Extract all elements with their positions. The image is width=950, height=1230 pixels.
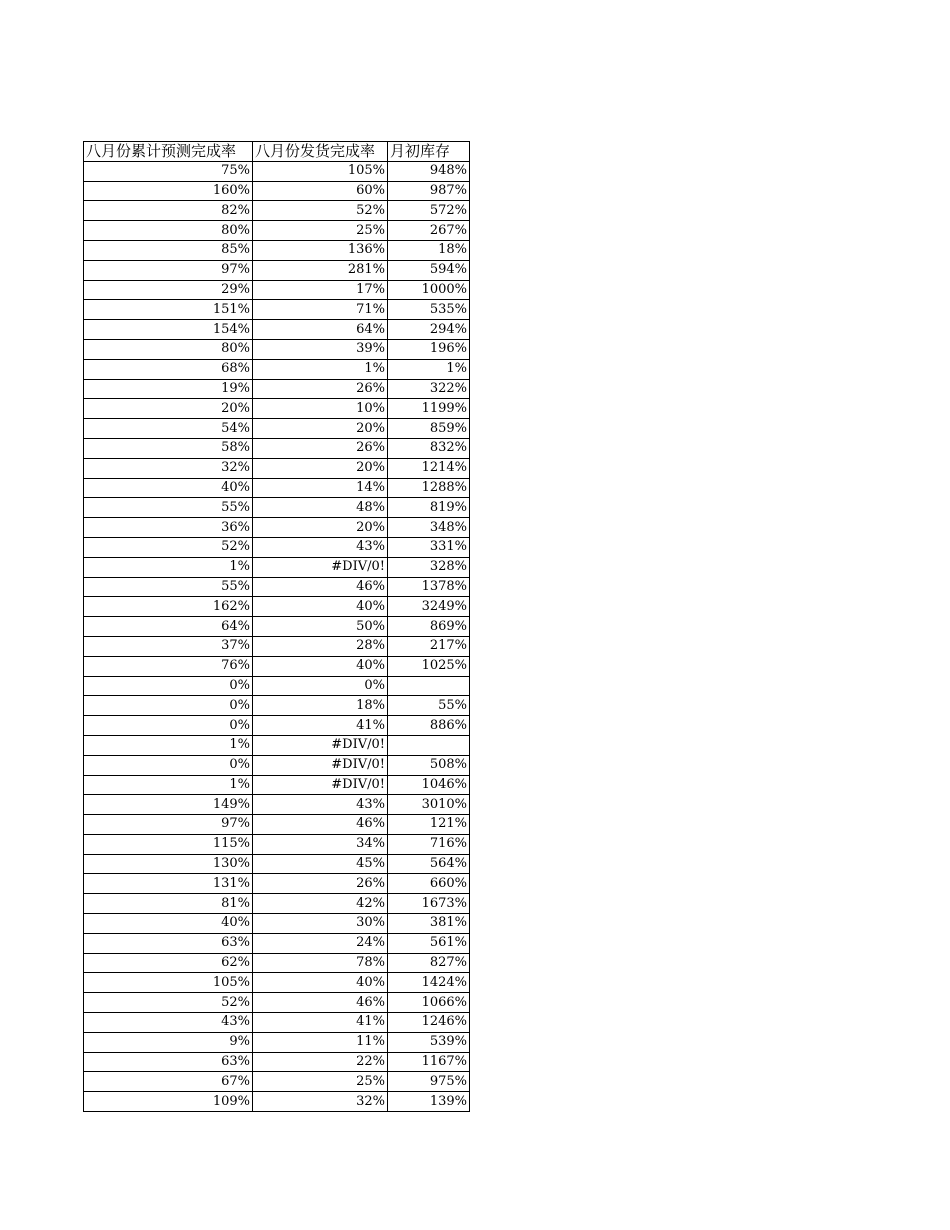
cell-shipment-rate[interactable]: 43% bbox=[253, 537, 388, 557]
cell-shipment-rate[interactable]: 42% bbox=[253, 894, 388, 914]
cell-cumulative-forecast-rate[interactable]: 63% bbox=[84, 933, 253, 953]
cell-opening-inventory[interactable]: 328% bbox=[388, 557, 470, 577]
cell-cumulative-forecast-rate[interactable]: 62% bbox=[84, 953, 253, 973]
cell-shipment-rate[interactable]: 45% bbox=[253, 854, 388, 874]
cell-shipment-rate[interactable]: 20% bbox=[253, 458, 388, 478]
cell-opening-inventory[interactable]: 1167% bbox=[388, 1052, 470, 1072]
cell-shipment-rate[interactable]: 40% bbox=[253, 656, 388, 676]
cell-opening-inventory[interactable] bbox=[388, 676, 470, 696]
cell-shipment-rate[interactable]: 20% bbox=[253, 518, 388, 538]
data-table bbox=[83, 141, 470, 1112]
cell-opening-inventory[interactable]: 869% bbox=[388, 617, 470, 637]
table-row bbox=[84, 379, 470, 399]
cell-shipment-rate[interactable]: 22% bbox=[253, 1052, 388, 1072]
cell-opening-inventory[interactable]: 1000% bbox=[388, 280, 470, 300]
cell-opening-inventory[interactable]: 827% bbox=[388, 953, 470, 973]
table-row bbox=[84, 874, 470, 894]
cell-cumulative-forecast-rate[interactable]: 1% bbox=[84, 735, 253, 755]
cell-opening-inventory[interactable]: 381% bbox=[388, 914, 470, 934]
cell-shipment-rate[interactable]: 71% bbox=[253, 300, 388, 320]
cell-shipment-rate[interactable]: 46% bbox=[253, 993, 388, 1013]
cell-cumulative-forecast-rate[interactable]: 97% bbox=[84, 815, 253, 835]
cell-shipment-rate[interactable]: 78% bbox=[253, 953, 388, 973]
cell-opening-inventory[interactable]: 660% bbox=[388, 874, 470, 894]
cell-opening-inventory[interactable]: 1199% bbox=[388, 399, 470, 419]
cell-cumulative-forecast-rate[interactable]: 1% bbox=[84, 557, 253, 577]
cell-cumulative-forecast-rate[interactable]: 55% bbox=[84, 577, 253, 597]
table-row bbox=[84, 914, 470, 934]
cell-opening-inventory[interactable]: 819% bbox=[388, 498, 470, 518]
cell-opening-inventory[interactable]: 594% bbox=[388, 260, 470, 280]
cell-opening-inventory[interactable]: 348% bbox=[388, 518, 470, 538]
table-row bbox=[84, 577, 470, 597]
cell-opening-inventory[interactable]: 508% bbox=[388, 755, 470, 775]
cell-shipment-rate[interactable]: 28% bbox=[253, 636, 388, 656]
cell-shipment-rate[interactable]: 32% bbox=[253, 1092, 388, 1112]
cell-cumulative-forecast-rate[interactable]: 76% bbox=[84, 656, 253, 676]
table-row bbox=[84, 854, 470, 874]
table-row bbox=[84, 557, 470, 577]
cell-shipment-rate[interactable]: 105% bbox=[253, 161, 388, 181]
table-row bbox=[84, 280, 470, 300]
cell-shipment-rate[interactable]: 26% bbox=[253, 379, 388, 399]
cell-shipment-rate[interactable]: #DIV/0! bbox=[253, 557, 388, 577]
table-row bbox=[84, 815, 470, 835]
cell-shipment-rate[interactable]: 26% bbox=[253, 874, 388, 894]
cell-shipment-rate[interactable]: 39% bbox=[253, 339, 388, 359]
cell-cumulative-forecast-rate[interactable]: 29% bbox=[84, 280, 253, 300]
cell-cumulative-forecast-rate[interactable]: 115% bbox=[84, 834, 253, 854]
table-row bbox=[84, 716, 470, 736]
table-row bbox=[84, 636, 470, 656]
table-row bbox=[84, 419, 470, 439]
cell-opening-inventory[interactable]: 832% bbox=[388, 438, 470, 458]
cell-cumulative-forecast-rate[interactable]: 63% bbox=[84, 1052, 253, 1072]
cell-shipment-rate[interactable]: #DIV/0! bbox=[253, 755, 388, 775]
cell-opening-inventory[interactable]: 18% bbox=[388, 240, 470, 260]
cell-cumulative-forecast-rate[interactable]: 149% bbox=[84, 795, 253, 815]
cell-cumulative-forecast-rate[interactable]: 154% bbox=[84, 320, 253, 340]
cell-cumulative-forecast-rate[interactable]: 20% bbox=[84, 399, 253, 419]
cell-shipment-rate[interactable]: 43% bbox=[253, 795, 388, 815]
table-row bbox=[84, 518, 470, 538]
cell-opening-inventory[interactable]: 1378% bbox=[388, 577, 470, 597]
cell-cumulative-forecast-rate[interactable]: 109% bbox=[84, 1092, 253, 1112]
cell-cumulative-forecast-rate[interactable]: 64% bbox=[84, 617, 253, 637]
cell-shipment-rate[interactable]: #DIV/0! bbox=[253, 775, 388, 795]
header-row bbox=[84, 142, 470, 162]
table-row bbox=[84, 438, 470, 458]
cell-cumulative-forecast-rate[interactable]: 80% bbox=[84, 339, 253, 359]
header-opening-inventory[interactable]: 月初库存 bbox=[388, 142, 470, 162]
cell-cumulative-forecast-rate[interactable]: 81% bbox=[84, 894, 253, 914]
table-row bbox=[84, 735, 470, 755]
cell-opening-inventory[interactable]: 217% bbox=[388, 636, 470, 656]
cell-opening-inventory[interactable]: 121% bbox=[388, 815, 470, 835]
cell-cumulative-forecast-rate[interactable]: 85% bbox=[84, 240, 253, 260]
cell-opening-inventory[interactable]: 331% bbox=[388, 537, 470, 557]
table-body bbox=[84, 161, 470, 1111]
cell-opening-inventory[interactable]: 322% bbox=[388, 379, 470, 399]
cell-cumulative-forecast-rate[interactable]: 54% bbox=[84, 419, 253, 439]
cell-opening-inventory[interactable]: 1673% bbox=[388, 894, 470, 914]
table-row bbox=[84, 320, 470, 340]
cell-shipment-rate[interactable]: 64% bbox=[253, 320, 388, 340]
cell-cumulative-forecast-rate[interactable]: 160% bbox=[84, 181, 253, 201]
cell-shipment-rate[interactable]: 25% bbox=[253, 221, 388, 241]
cell-opening-inventory[interactable]: 1288% bbox=[388, 478, 470, 498]
table-row bbox=[84, 537, 470, 557]
cell-cumulative-forecast-rate[interactable]: 151% bbox=[84, 300, 253, 320]
table-row bbox=[84, 498, 470, 518]
cell-shipment-rate[interactable]: 11% bbox=[253, 1032, 388, 1052]
table-row bbox=[84, 201, 470, 221]
cell-cumulative-forecast-rate[interactable]: 52% bbox=[84, 993, 253, 1013]
cell-opening-inventory[interactable]: 267% bbox=[388, 221, 470, 241]
cell-shipment-rate[interactable]: 18% bbox=[253, 696, 388, 716]
table-row bbox=[84, 300, 470, 320]
cell-shipment-rate[interactable]: 60% bbox=[253, 181, 388, 201]
cell-cumulative-forecast-rate[interactable]: 0% bbox=[84, 716, 253, 736]
cell-opening-inventory[interactable]: 139% bbox=[388, 1092, 470, 1112]
table-row bbox=[84, 1092, 470, 1112]
table-row bbox=[84, 221, 470, 241]
table-row bbox=[84, 894, 470, 914]
cell-opening-inventory[interactable]: 1246% bbox=[388, 1013, 470, 1033]
cell-shipment-rate[interactable]: 24% bbox=[253, 933, 388, 953]
table-row bbox=[84, 993, 470, 1013]
cell-shipment-rate[interactable]: 41% bbox=[253, 716, 388, 736]
cell-opening-inventory[interactable]: 196% bbox=[388, 339, 470, 359]
table-row bbox=[84, 161, 470, 181]
table-row bbox=[84, 181, 470, 201]
cell-opening-inventory[interactable]: 535% bbox=[388, 300, 470, 320]
cell-shipment-rate[interactable]: 25% bbox=[253, 1072, 388, 1092]
table-row bbox=[84, 1052, 470, 1072]
cell-shipment-rate[interactable]: 0% bbox=[253, 676, 388, 696]
cell-cumulative-forecast-rate[interactable]: 9% bbox=[84, 1032, 253, 1052]
cell-opening-inventory[interactable]: 539% bbox=[388, 1032, 470, 1052]
cell-shipment-rate[interactable]: 17% bbox=[253, 280, 388, 300]
cell-cumulative-forecast-rate[interactable]: 1% bbox=[84, 775, 253, 795]
table-row bbox=[84, 755, 470, 775]
table-row bbox=[84, 617, 470, 637]
table-row bbox=[84, 775, 470, 795]
cell-cumulative-forecast-rate[interactable]: 40% bbox=[84, 914, 253, 934]
cell-cumulative-forecast-rate[interactable]: 0% bbox=[84, 696, 253, 716]
cell-cumulative-forecast-rate[interactable]: 67% bbox=[84, 1072, 253, 1092]
table-row bbox=[84, 1013, 470, 1033]
cell-shipment-rate[interactable]: 50% bbox=[253, 617, 388, 637]
cell-opening-inventory[interactable]: 1% bbox=[388, 359, 470, 379]
table-row bbox=[84, 834, 470, 854]
cell-cumulative-forecast-rate[interactable]: 19% bbox=[84, 379, 253, 399]
cell-cumulative-forecast-rate[interactable]: 80% bbox=[84, 221, 253, 241]
cell-shipment-rate[interactable]: 30% bbox=[253, 914, 388, 934]
table-row bbox=[84, 795, 470, 815]
cell-cumulative-forecast-rate[interactable]: 105% bbox=[84, 973, 253, 993]
cell-shipment-rate[interactable]: 14% bbox=[253, 478, 388, 498]
cell-shipment-rate[interactable]: 40% bbox=[253, 597, 388, 617]
cell-opening-inventory[interactable]: 1066% bbox=[388, 993, 470, 1013]
cell-opening-inventory[interactable]: 886% bbox=[388, 716, 470, 736]
cell-opening-inventory[interactable]: 716% bbox=[388, 834, 470, 854]
cell-opening-inventory[interactable]: 975% bbox=[388, 1072, 470, 1092]
cell-opening-inventory[interactable]: 1424% bbox=[388, 973, 470, 993]
cell-shipment-rate[interactable]: 46% bbox=[253, 577, 388, 597]
cell-opening-inventory[interactable]: 948% bbox=[388, 161, 470, 181]
table-row bbox=[84, 399, 470, 419]
cell-opening-inventory[interactable]: 859% bbox=[388, 419, 470, 439]
cell-cumulative-forecast-rate[interactable]: 131% bbox=[84, 874, 253, 894]
cell-shipment-rate[interactable]: 136% bbox=[253, 240, 388, 260]
cell-cumulative-forecast-rate[interactable]: 130% bbox=[84, 854, 253, 874]
cell-cumulative-forecast-rate[interactable]: 75% bbox=[84, 161, 253, 181]
cell-cumulative-forecast-rate[interactable]: 36% bbox=[84, 518, 253, 538]
cell-opening-inventory[interactable] bbox=[388, 735, 470, 755]
header-cumulative-forecast-rate[interactable]: 八月份累计预测完成率 bbox=[84, 142, 253, 162]
cell-cumulative-forecast-rate[interactable]: 55% bbox=[84, 498, 253, 518]
table-row bbox=[84, 359, 470, 379]
cell-opening-inventory[interactable]: 294% bbox=[388, 320, 470, 340]
cell-shipment-rate[interactable]: #DIV/0! bbox=[253, 735, 388, 755]
cell-cumulative-forecast-rate[interactable]: 32% bbox=[84, 458, 253, 478]
cell-shipment-rate[interactable]: 34% bbox=[253, 834, 388, 854]
cell-shipment-rate[interactable]: 26% bbox=[253, 438, 388, 458]
cell-opening-inventory[interactable]: 3249% bbox=[388, 597, 470, 617]
cell-opening-inventory[interactable]: 1025% bbox=[388, 656, 470, 676]
table-row bbox=[84, 973, 470, 993]
cell-shipment-rate[interactable]: 48% bbox=[253, 498, 388, 518]
table-row bbox=[84, 1072, 470, 1092]
cell-opening-inventory[interactable]: 987% bbox=[388, 181, 470, 201]
cell-opening-inventory[interactable]: 3010% bbox=[388, 795, 470, 815]
cell-shipment-rate[interactable]: 40% bbox=[253, 973, 388, 993]
table-row bbox=[84, 240, 470, 260]
cell-shipment-rate[interactable]: 20% bbox=[253, 419, 388, 439]
cell-shipment-rate[interactable]: 41% bbox=[253, 1013, 388, 1033]
table-row bbox=[84, 339, 470, 359]
cell-cumulative-forecast-rate[interactable]: 52% bbox=[84, 537, 253, 557]
cell-cumulative-forecast-rate[interactable]: 40% bbox=[84, 478, 253, 498]
header-shipment-rate[interactable]: 八月份发货完成率 bbox=[253, 142, 388, 162]
cell-shipment-rate[interactable]: 281% bbox=[253, 260, 388, 280]
table-row bbox=[84, 458, 470, 478]
cell-shipment-rate[interactable]: 1% bbox=[253, 359, 388, 379]
cell-cumulative-forecast-rate[interactable]: 0% bbox=[84, 755, 253, 775]
cell-opening-inventory[interactable]: 1214% bbox=[388, 458, 470, 478]
table-row bbox=[84, 656, 470, 676]
cell-opening-inventory[interactable]: 564% bbox=[388, 854, 470, 874]
cell-opening-inventory[interactable]: 1046% bbox=[388, 775, 470, 795]
table-row bbox=[84, 1032, 470, 1052]
table-row bbox=[84, 260, 470, 280]
table-row bbox=[84, 676, 470, 696]
cell-cumulative-forecast-rate[interactable]: 68% bbox=[84, 359, 253, 379]
cell-cumulative-forecast-rate[interactable]: 97% bbox=[84, 260, 253, 280]
cell-cumulative-forecast-rate[interactable]: 58% bbox=[84, 438, 253, 458]
cell-shipment-rate[interactable]: 46% bbox=[253, 815, 388, 835]
table-row bbox=[84, 933, 470, 953]
cell-opening-inventory[interactable]: 55% bbox=[388, 696, 470, 716]
cell-cumulative-forecast-rate[interactable]: 82% bbox=[84, 201, 253, 221]
table-row bbox=[84, 696, 470, 716]
cell-cumulative-forecast-rate[interactable]: 0% bbox=[84, 676, 253, 696]
cell-shipment-rate[interactable]: 52% bbox=[253, 201, 388, 221]
table-row bbox=[84, 953, 470, 973]
cell-opening-inventory[interactable]: 561% bbox=[388, 933, 470, 953]
table-row bbox=[84, 478, 470, 498]
cell-cumulative-forecast-rate[interactable]: 162% bbox=[84, 597, 253, 617]
cell-shipment-rate[interactable]: 10% bbox=[253, 399, 388, 419]
cell-cumulative-forecast-rate[interactable]: 43% bbox=[84, 1013, 253, 1033]
table-row bbox=[84, 597, 470, 617]
cell-cumulative-forecast-rate[interactable]: 37% bbox=[84, 636, 253, 656]
cell-opening-inventory[interactable]: 572% bbox=[388, 201, 470, 221]
